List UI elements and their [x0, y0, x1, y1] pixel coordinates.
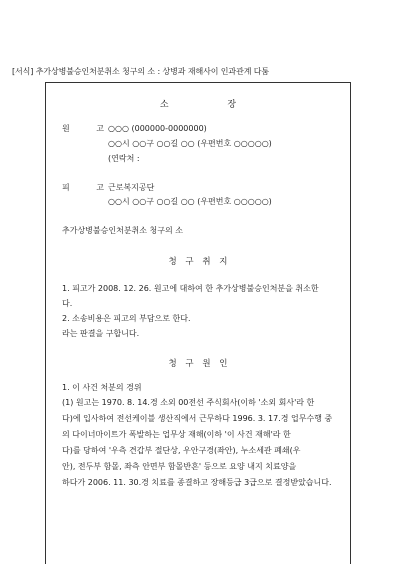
- reason-heading: 청 구 원 인: [168, 359, 231, 369]
- reason-subheading: 1. 이 사건 처분의 경위: [62, 383, 142, 392]
- defendant-label: 피 고: [62, 183, 116, 192]
- reason-line: 다)를 당하여 '우측 견갑부 절단상, 우안구경(좌안), 누소세관 폐쇄(우: [62, 446, 301, 455]
- document-title: 소 장: [159, 100, 265, 110]
- claim-line: 1. 피고가 2008. 12. 26. 원고에 대하여 한 추가상병불승인처분을 취소한: [62, 284, 319, 293]
- defendant-name: 근로복지공단: [108, 183, 155, 192]
- claim-heading: 청 구 취 지: [168, 257, 231, 267]
- reason-line: (1) 원고는 1970. 8. 14.경 소외 00전선 주식회사(이하 '소외 회사'라 한: [62, 398, 315, 407]
- plaintiff-contact: (연락처 :: [108, 154, 140, 163]
- case-name: 추가상병불승인처분취소 청구의 소: [62, 226, 184, 235]
- reason-line: 하다가 2006. 11. 30.경 치료를 종결하고 장해등급 3급으로 결정받았습니다.: [62, 478, 332, 487]
- plaintiff-label: 원 고: [62, 124, 116, 133]
- plaintiff-name: ○○○ (000000-0000000): [108, 124, 207, 133]
- reason-line: 안), 전두부 함몰, 좌측 안면부 함몰반흔' 등으로 요양 내지 치료양을: [62, 462, 297, 471]
- reason-line: 다)에 입사하여 전선케이블 생산직에서 근무하다 1996. 3. 17.경 업무수행 중: [62, 414, 333, 423]
- claim-line: 다.: [62, 299, 73, 308]
- reason-line: 의 다이너마이트가 폭발하는 업무상 재해(이하 '이 사건 재해'라 한: [62, 430, 291, 439]
- defendant-address: ○○시 ○○구 ○○길 ○○ (우편번호 ○○○○○): [108, 197, 272, 206]
- claim-line: 2. 소송비용은 피고의 부담으로 한다.: [62, 314, 191, 323]
- document-header: [서식] 추가상병불승인처분취소 청구의 소 : 상병과 재해사이 인과관계 다툼: [12, 67, 270, 76]
- claim-line: 라는 판결을 구합니다.: [62, 329, 140, 338]
- plaintiff-address: ○○시 ○○구 ○○길 ○○ (우편번호 ○○○○○): [108, 139, 272, 148]
